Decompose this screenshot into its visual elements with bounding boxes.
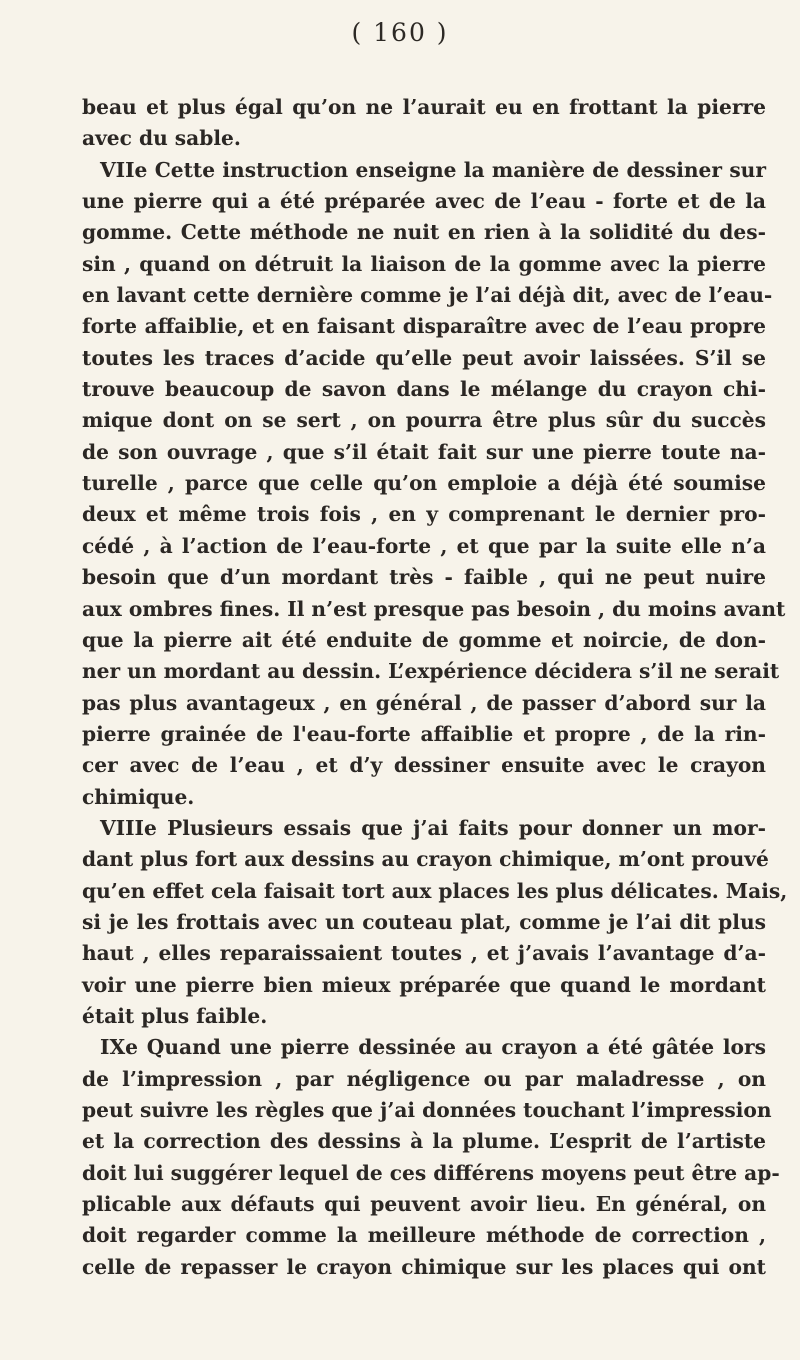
text-line: si je les frottais avec un couteau plat, comme je l’ai dit plus xyxy=(82,909,766,934)
text-line: beau et plus égal qu’on ne l’aurait eu en frottant la pierre xyxy=(82,95,766,119)
text-line: gomme. Cette méthode ne nuit en rien à la solidité du des- xyxy=(82,220,766,245)
text-line: pas plus avantageux , en général , de passer d’abord sur la xyxy=(82,690,766,715)
text-line: et la correction des dessins à la plume. L’esprit de l’artiste xyxy=(82,1129,766,1154)
text-line: mique dont on se sert , on pourra être plus sûr du succès xyxy=(82,408,766,433)
text-line: une pierre qui a été préparée avec de l’eau - forte et de la xyxy=(82,189,766,214)
text-line: haut , elles reparaissaient toutes , et j’avais l’avantage d’a- xyxy=(82,941,766,966)
text-line: doit lui suggérer lequel de ces différens moyens peut être ap- xyxy=(82,1160,780,1185)
text-line: pierre grainée de l'eau-forte affaiblie et propre , de la rin- xyxy=(82,721,766,746)
text-line: plicable aux défauts qui peuvent avoir lieu. En général, on xyxy=(82,1192,766,1217)
page-text xyxy=(82,92,788,1283)
section-start-line: IXe Quand une pierre dessinée au crayon a été gâtée lors xyxy=(100,1035,766,1060)
text-line: peut suivre les règles que j’ai données touchant l’impression xyxy=(82,1098,772,1122)
text-line: qu’en effet cela faisait tort aux places les plus délicates. Mais, xyxy=(82,878,788,903)
text-line: doit regarder comme la meilleure méthode de correction , xyxy=(82,1223,766,1248)
text-line: cer avec de l’eau , et d’y dessiner ensuite avec le crayon xyxy=(82,753,766,778)
text-line: aux ombres fines. Il n’est presque pas besoin , du moins avant xyxy=(82,596,786,621)
text-line: de l’impression , par négligence ou par maladresse , on xyxy=(82,1066,766,1091)
section-start-line: VIIIe Plusieurs essais que j’ai faits pour donner un mor- xyxy=(100,815,766,840)
text-line: était plus faible. xyxy=(82,1003,268,1028)
text-line: voir une pierre bien mieux préparée que quand le mordant xyxy=(82,972,766,997)
page-number: ( 160 ) xyxy=(351,18,449,47)
section-start-line: VIIe Cette instruction enseigne la manière de dessiner sur xyxy=(100,157,766,182)
text-line: toutes les traces d’acide qu’elle peut avoir laissées. S’il se xyxy=(82,345,766,370)
text-line: turelle , parce que celle qu’on emploie a déjà été soumise xyxy=(82,471,766,496)
text-line: avec du sable. xyxy=(82,126,241,151)
text-line: deux et même trois fois , en y comprenant le dernier pro- xyxy=(82,502,766,527)
text-line: besoin que d’un mordant très - faible , qui ne peut nuire xyxy=(82,565,766,590)
text-line: de son ouvrage , que s’il était fait sur une pierre toute na- xyxy=(82,439,766,464)
text-line: trouve beaucoup de savon dans le mélange du crayon chi- xyxy=(82,377,766,402)
text-line: ner un mordant au dessin. L’expérience décidera s’il ne serait xyxy=(82,659,780,684)
text-line: dant plus fort aux dessins au crayon chimique, m’ont prouvé xyxy=(82,847,769,872)
text-line: sin , quand on détruit la liaison de la gomme avec la pierre xyxy=(82,251,766,276)
text-line: chimique. xyxy=(82,784,195,809)
text-line: forte affaiblie, et en faisant disparaître avec de l’eau propre xyxy=(82,314,766,339)
text-line: cédé , à l’action de l’eau-forte , et que par la suite elle n’a xyxy=(82,533,766,558)
text-line: celle de repasser le crayon chimique sur les places qui ont xyxy=(82,1254,766,1279)
text-line: en lavant cette dernière comme je l’ai déjà dit, avec de l’eau- xyxy=(82,283,773,308)
text-line: que la pierre ait été enduite de gomme et noircie, de don- xyxy=(82,627,766,652)
